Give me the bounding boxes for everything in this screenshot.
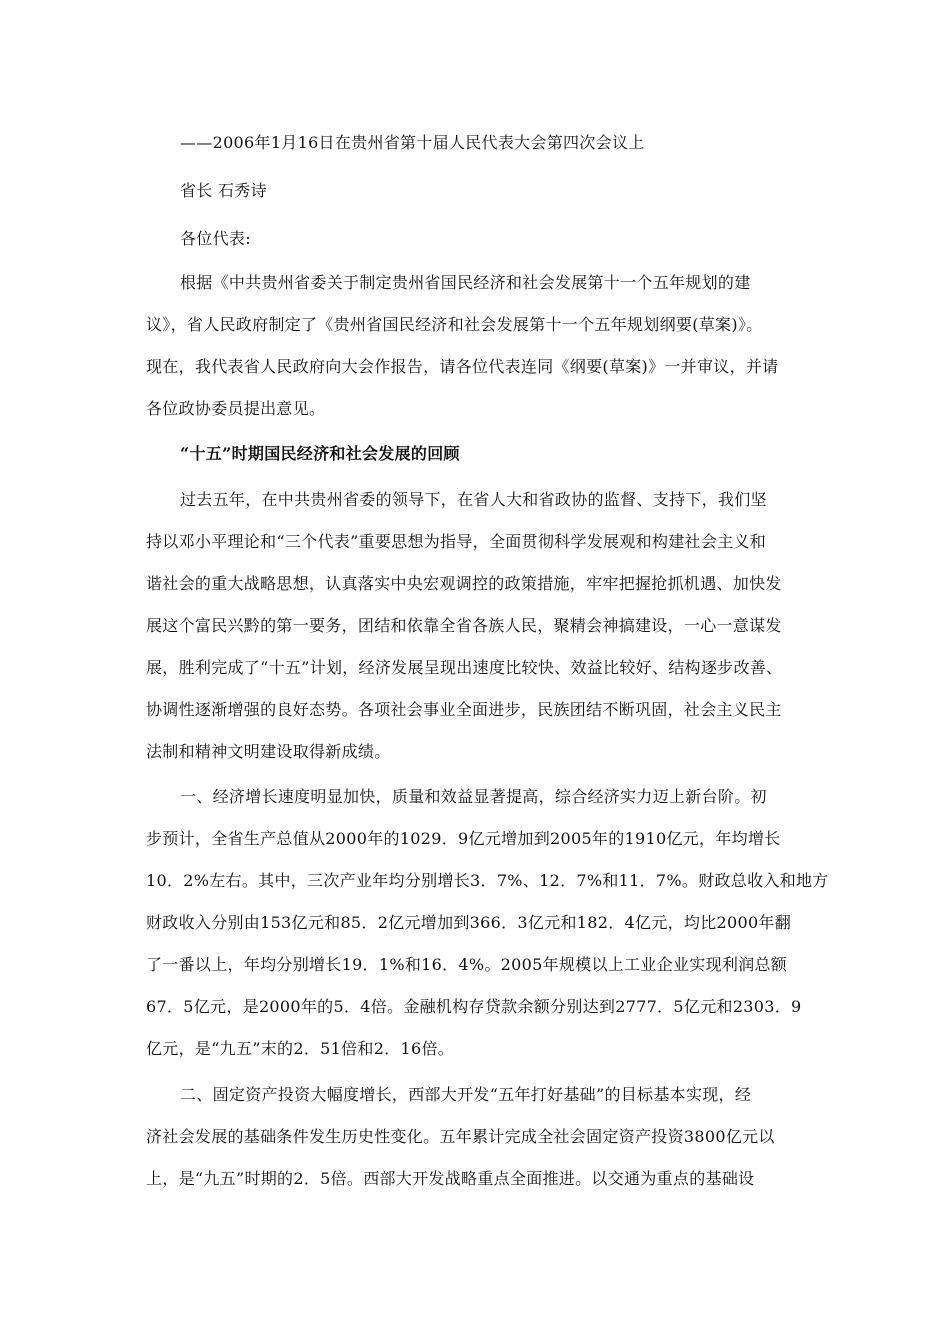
- point-two-line: 二、固定资产投资大幅度增长，西部大开发“五年打好基础”的目标基本实现，经: [180, 1085, 752, 1104]
- speaker-line: 省长 石秀诗: [180, 181, 267, 200]
- intro-line: 现在，我代表省人民政府向大会作报告，请各位代表连同《纲要(草案)》一并审议，并请: [146, 357, 779, 376]
- intro-line: 根据《中共贵州省委关于制定贵州省国民经济和社会发展第十一个五年规划的建: [180, 273, 751, 292]
- salutation: 各位代表:: [180, 229, 251, 248]
- review-line: 展这个富民兴黔的第一要务，团结和依靠全省各族人民，聚精会神搞建设，一心一意谋发: [146, 616, 782, 635]
- review-line: 谐社会的重大战略思想，认真落实中央宏观调控的政策措施，牢牢把握抢抓机遇、加快发: [146, 574, 782, 593]
- section-heading: “十五”时期国民经济和社会发展的回顾: [180, 444, 460, 463]
- dateline: ——2006年1月16日在贵州省第十届人民代表大会第四次会议上: [180, 133, 645, 152]
- point-two-line: 上，是“九五”时期的2．5倍。西部大开发战略重点全面推进。以交通为重点的基础设: [146, 1169, 755, 1188]
- intro-line: 议》，省人民政府制定了《贵州省国民经济和社会发展第十一个五年规划纲要(草案)》。: [146, 315, 763, 334]
- review-line: 协调性逐渐增强的良好态势。各项社会事业全面进步，民族团结不断巩固，社会主义民主: [146, 700, 782, 719]
- point-two-line: 济社会发展的基础条件发生历史性变化。五年累计完成全社会固定资产投资3800亿元以: [146, 1127, 775, 1146]
- point-one-line: 亿元，是“九五”末的2．51倍和2．16倍。: [146, 1039, 455, 1058]
- review-line: 持以邓小平理论和“三个代表”重要思想为指导，全面贯彻科学发展观和构建社会主义和: [146, 532, 767, 551]
- review-line: 法制和精神文明建设取得新成绩。: [146, 742, 391, 761]
- intro-line: 各位政协委员提出意见。: [146, 399, 326, 418]
- point-one-line: 财政收入分别由153亿元和85．2亿元增加到366．3亿元和182．4亿元，均比2000年翻: [146, 913, 792, 932]
- review-line: 过去五年，在中共贵州省委的领导下，在省人大和省政协的监督、支持下，我们坚: [180, 490, 767, 509]
- point-one-line: 步预计，全省生产总值从2000年的1029．9亿元增加到2005年的1910亿元，年均增长: [146, 829, 781, 848]
- point-one-line: 了一番以上，年均分别增长19．1%和16．4%。2005年规模以上工业企业实现利润总额: [146, 955, 788, 974]
- review-line: 展，胜利完成了“十五”计划，经济发展呈现出速度比较快、效益比较好、结构逐步改善、: [146, 658, 783, 677]
- point-one-line: 10．2%左右。其中，三次产业年均分别增长3．7%、12．7%和11．7%。财政总收入和地方: [146, 871, 829, 890]
- point-one-line: 67．5亿元，是2000年的5．4倍。金融机构存贷款余额分别达到2777．5亿元和2303．9: [146, 997, 802, 1016]
- point-one-line: 一、经济增长速度明显加快，质量和效益显著提高，综合经济实力迈上新台阶。初: [180, 787, 767, 806]
